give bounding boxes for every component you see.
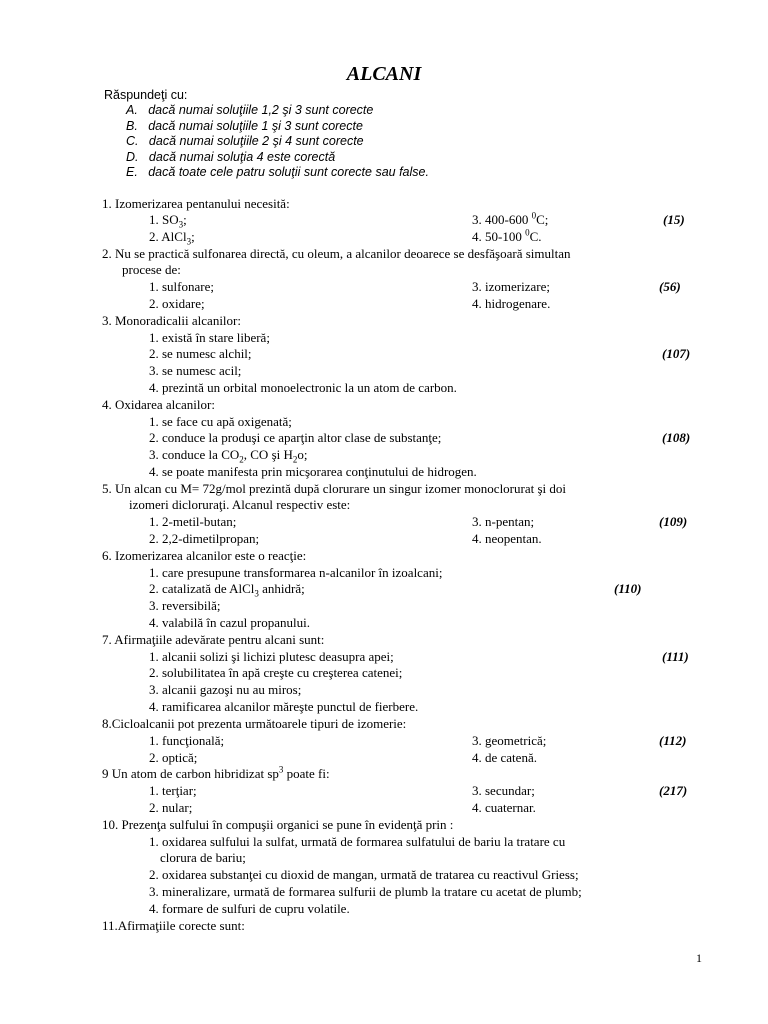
question-5: 5. Un alcan cu M= 72g/mol prezintă după clorurare un singur izomer monoclorurat şi doi	[102, 481, 567, 496]
q6-answer-3: 3. reversibilă;	[149, 598, 221, 613]
q8-answer-1: 1. funcţională;	[149, 733, 225, 748]
q9-answer-2: 2. nular;	[149, 800, 193, 815]
q1-answer-4: 4. 50-100 $^0$C.	[472, 227, 542, 244]
q5-answer-3: 3. n-pentan;	[472, 514, 535, 529]
question-5-cont: izomeri dicloruraţi. Alcanul respectiv este:	[129, 497, 351, 512]
option-e: E. dacă toate cele patru soluţii sunt corecte sau false.	[126, 165, 429, 179]
q10-answer-4: 4. formare de sulfuri de cupru volatile.	[149, 901, 350, 916]
q10-answer-2: 2. oxidarea substanţei cu dioxid de mangan, urmată de tratarea cu reactivul Griess;	[149, 867, 579, 882]
question-6: 6. Izomerizarea alcanilor este o reacţie:	[102, 548, 307, 563]
question-11: 11.Afirmaţiile corecte sunt:	[102, 918, 245, 933]
q3-answer-4: 4. prezintă un orbital monoelectronic la un atom de carbon.	[149, 380, 457, 395]
q3-answer-3: 3. se numesc acil;	[149, 363, 242, 378]
page-number: 1	[696, 951, 702, 965]
q3-code: (107)	[662, 346, 691, 361]
option-d: D. dacă numai soluţia 4 este corectă	[126, 150, 336, 164]
question-10: 10. Prezenţa sulfului în compuşii organici se pune în evidenţă prin :	[102, 817, 454, 832]
option-b: B. dacă numai soluţiile 1 şi 3 sunt corecte	[126, 119, 363, 133]
q6-answer-1: 1. care presupune transformarea n-alcanilor în izoalcani;	[149, 565, 443, 580]
q7-answer-4: 4. ramificarea alcanilor măreşte punctul de fierbere.	[149, 699, 419, 714]
q1-answer-1: 1. $SO_3$;	[149, 212, 187, 230]
q1-code: (15)	[663, 212, 685, 227]
q6-answer-2: 2. catalizată de AlCl$_3$ anhidră;	[149, 581, 305, 599]
question-7: 7. Afirmaţiile adevărate pentru alcani sunt:	[102, 632, 325, 647]
q10-answer-3: 3. mineralizare, urmată de formarea sulfurii de plumb la tratare cu acetat de plumb;	[149, 884, 582, 899]
q7-answer-1: 1. alcanii solizi şi lichizi plutesc deasupra apei;	[149, 649, 394, 664]
option-c: C. dacă numai soluţiile 2 şi 4 sunt corecte	[126, 134, 364, 148]
q7-code: (111)	[662, 649, 689, 664]
q3-answer-1: 1. există în stare liberă;	[149, 330, 270, 345]
q7-answer-3: 3. alcanii gazoşi nu au miros;	[149, 682, 302, 697]
q8-answer-3: 3. geometrică;	[472, 733, 547, 748]
question-9: 9 Un atom de carbon hibridizat $sp^3$ poate fi:	[102, 764, 330, 781]
q2-answer-2: 2. oxidare;	[149, 296, 205, 311]
instructions-lead: Răspundeţi cu:	[104, 88, 188, 102]
page-title: ALCANI	[346, 63, 422, 85]
q4-answer-1: 1. se face cu apă oxigenată;	[149, 414, 292, 429]
q4-answer-3: 3. conduce la $CO_2$, CO şi $H_2o$;	[149, 447, 308, 465]
q10-answer-1: 1. oxidarea sulfului la sulfat, urmată de formarea sulfatului de bariu la tratare cu	[149, 834, 566, 849]
question-3: 3. Monoradicalii alcanilor:	[102, 313, 241, 328]
q10-answer-1-cont: clorura de bariu;	[160, 850, 246, 865]
question-8: 8.Cicloalcanii pot prezenta următoarele tipuri de izomerie:	[102, 716, 407, 731]
q2-answer-1: 1. sulfonare;	[149, 279, 214, 294]
q4-answer-2: 2. conduce la produşi ce aparţin altor clase de substanţe;	[149, 430, 442, 445]
option-a: A. dacă numai soluţiile 1,2 şi 3 sunt corecte	[126, 103, 374, 117]
q8-answer-2: 2. optică;	[149, 750, 198, 765]
question-1: 1. Izomerizarea pentanului necesită:	[102, 196, 290, 211]
q8-answer-4: 4. de catenă.	[472, 750, 537, 765]
q5-code: (109)	[659, 514, 688, 529]
q6-answer-4: 4. valabilă în cazul propanului.	[149, 615, 311, 630]
q2-answer-3: 3. izomerizare;	[472, 279, 550, 294]
q6-code: (110)	[614, 581, 642, 596]
q9-answer-3: 3. secundar;	[472, 783, 535, 798]
q9-code: (217)	[659, 783, 688, 798]
q5-answer-4: 4. neopentan.	[472, 531, 542, 546]
question-2-cont: procese de:	[122, 262, 181, 277]
q8-code: (112)	[659, 733, 687, 748]
q4-code: (108)	[662, 430, 691, 445]
q9-answer-4: 4. cuaternar.	[472, 800, 536, 815]
q4-answer-4: 4. se poate manifesta prin micşorarea conţinutului de hidrogen.	[149, 464, 477, 479]
question-2: 2. Nu se practică sulfonarea directă, cu oleum, a alcanilor deoarece se desfăşoară simultan	[102, 246, 571, 261]
q5-answer-1: 1. 2-metil-butan;	[149, 514, 237, 529]
q2-code: (56)	[659, 279, 681, 294]
q1-answer-3: 3. 400-600 $^0$C;	[472, 210, 549, 227]
q3-answer-2: 2. se numesc alchil;	[149, 346, 252, 361]
q7-answer-2: 2. solubilitatea în apă creşte cu creşterea catenei;	[149, 665, 403, 680]
question-4: 4. Oxidarea alcanilor:	[102, 397, 215, 412]
q5-answer-2: 2. 2,2-dimetilpropan;	[149, 531, 260, 546]
q2-answer-4: 4. hidrogenare.	[472, 296, 551, 311]
q1-answer-2: 2. AlCl$_3$;	[149, 229, 195, 247]
q9-answer-1: 1. terţiar;	[149, 783, 197, 798]
